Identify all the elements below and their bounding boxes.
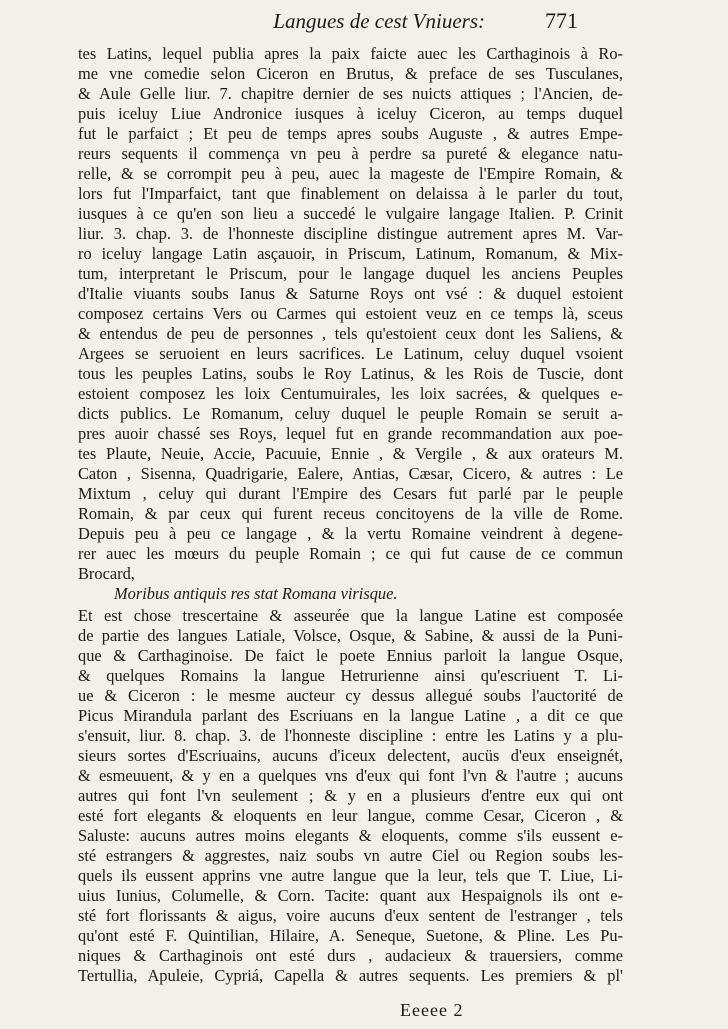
text-line: niques & Carthaginois ont esté durs , audacieux & trauersiers, comme (78, 946, 623, 965)
text-line: Mixtum , celuy qui durant l'Empire des Cesars fut parlé par le peuple (78, 484, 623, 503)
text-line: Tertullia, Apuleie, Cypriá, Capella & autres sequents. Les premiers & pl' (78, 966, 623, 985)
text-line: puis iceluy Liue Andronice iusques à iceluy Ciceron, au temps duquel (78, 104, 623, 123)
text-line: Picus Mirandula parlant des Escriuans en la langue Latine , a dit ce que (78, 706, 623, 725)
text-line: sté fort florissants & aigus, voire aucuns d'eux sentent de l'estranger , tels (78, 906, 623, 925)
text-line: & Aule Gelle liur. 7. chapitre dernier de ses nuicts attiques ; l'Ancien, de- (78, 84, 623, 103)
text-line: esté fort elegants & eloquents en leur langue, comme Cesar, Ciceron , & (78, 806, 623, 825)
text-line: Et est chose trescertaine & asseurée que la langue Latine est composée (78, 606, 623, 625)
text-line: d'Italie viuants soubs Ianus & Saturne Roys ont vsé : & duquel estoient (78, 284, 623, 303)
text-line: tes Latins, lequel publia apres la paix faicte auec les Carthaginois à Ro- (78, 44, 623, 63)
text-line: ue & Ciceron : le mesme aucteur cy dessus allegué soubs l'auctorité de (78, 686, 623, 705)
running-header (120, 8, 578, 34)
text-line: pres auoir chassé ses Roys, lequel fut en grande recommandation aux poe- (78, 424, 623, 443)
text-line: qu'ont esté F. Quintilian, Hilaire, A. Seneque, Suetone, & Pline. Les Pu- (78, 926, 623, 945)
text-line: Brocard, (78, 564, 135, 583)
text-line: que & Carthaginoise. De faict le poete Ennius parloit la langue Osque, (78, 646, 623, 665)
running-title: Langues de cest Vniuers: (273, 9, 485, 33)
text-line: quels ils eussent apprins vne autre langue que la leur, tels que T. Liue, Li- (78, 866, 623, 885)
text-line: fut le parfaict ; Et peu de temps apres soubs Auguste , & autres Empe- (78, 124, 623, 143)
text-line: estoient composez les loix Centumuirales, les loix sacrées, & quelques e- (78, 384, 623, 403)
text-line: ro iceluy langage Latin asçauoir, in Priscum, Latinum, Romanum, & Mix- (78, 244, 623, 263)
text-line: Argees se seruoient en leurs sacrifices. Le Latinum, celuy duquel vsoient (78, 344, 623, 363)
text-line: Saluste: aucuns autres moins elegants & eloquents, comme s'ils eussent e- (78, 826, 623, 845)
text-line: composez certains Vers ou Carmes qui estoient veuz en ce temps là, sceus (78, 304, 623, 323)
text-line: tum, interpretant le Priscum, pour le langage duquel les anciens Peuples (78, 264, 623, 283)
text-line: iusques à ce qu'en son lieu a succedé le vulgaire langage Italien. P. Crinit (78, 204, 623, 223)
text-line: rer auec les mœurs du peuple Romain ; ce qui fut cause de ce commun (78, 544, 623, 563)
text-line: lors fut l'Imparfaict, tant que finablement on delaissa à le parler du tout, (78, 184, 623, 203)
verse-line: Moribus antiquis res stat Romana virisque. (114, 584, 398, 603)
text-line: sté estrangers & aggrestes, naiz soubs vn autre Ciel ou Region soubs les- (78, 846, 623, 865)
text-line: Depuis peu à peu ce langage , & la vertu Romaine veindrent à degene- (78, 524, 623, 543)
text-line: sieurs sortes d'Escriuains, aucuns d'iceux delectent, aucüs d'eux enseignét, (78, 746, 623, 765)
text-line: & esmeuuent, & y en a quelques vns d'eux qui font l'vn & l'autre ; aucuns (78, 766, 623, 785)
text-line: relle, & se corrompit peu à peu, auec la mageste de l'Empire Romain, & (78, 164, 623, 183)
text-line: & entendus de peu de personnes , tels qu'estoient ceux dont les Saliens, & (78, 324, 623, 343)
text-line: & quelques Romains la langue Hetrurienne ainsi qu'escriuent T. Li- (78, 666, 623, 685)
text-line: s'ensuit, liur. 8. chap. 3. de l'honneste discipline : entre les Latins y a plu- (78, 726, 623, 745)
signature-mark: Eeeee 2 (400, 1000, 464, 1020)
text-line: Romain, & par ceux qui furent receus concitoyens de la ville de Rome. (78, 504, 623, 523)
page-number: 771 (545, 8, 578, 33)
text-line: tous les peuples Latins, soubs le Roy Latinus, & les Rois de Tuscie, dont (78, 364, 623, 383)
text-line: Caton , Sisenna, Quadrigarie, Ealere, Antias, Cæsar, Cicero, & autres : Le (78, 464, 623, 483)
text-line: uius Iunius, Columelle, & Corn. Tacite: quant aux Hespaignols ils ont e- (78, 886, 623, 905)
text-line: liur. 3. chap. 3. de l'honneste discipline distingue autrement apres M. Var- (78, 224, 623, 243)
text-line: autres qui font l'vn seulement ; & y en a plusieurs d'entre eux qui ont (78, 786, 623, 805)
text-line: dicts publics. Le Romanum, celuy duquel le peuple Romain se seruit a- (78, 404, 623, 423)
text-line: tes Plaute, Neuie, Accie, Pacuuie, Ennie , & Vergile , & aux orateurs M. (78, 444, 623, 463)
text-line: reurs sequents il commença vn peu à perdre sa pureté & elegance natu- (78, 144, 623, 163)
text-block (78, 44, 623, 986)
text-line: me vne comedie selon Ciceron en Brutus, & preface de ses Tusculanes, (78, 64, 623, 83)
text-line: de partie des langues Latiale, Volsce, Osque, & Sabine, & aussi de la Puni- (78, 626, 623, 645)
